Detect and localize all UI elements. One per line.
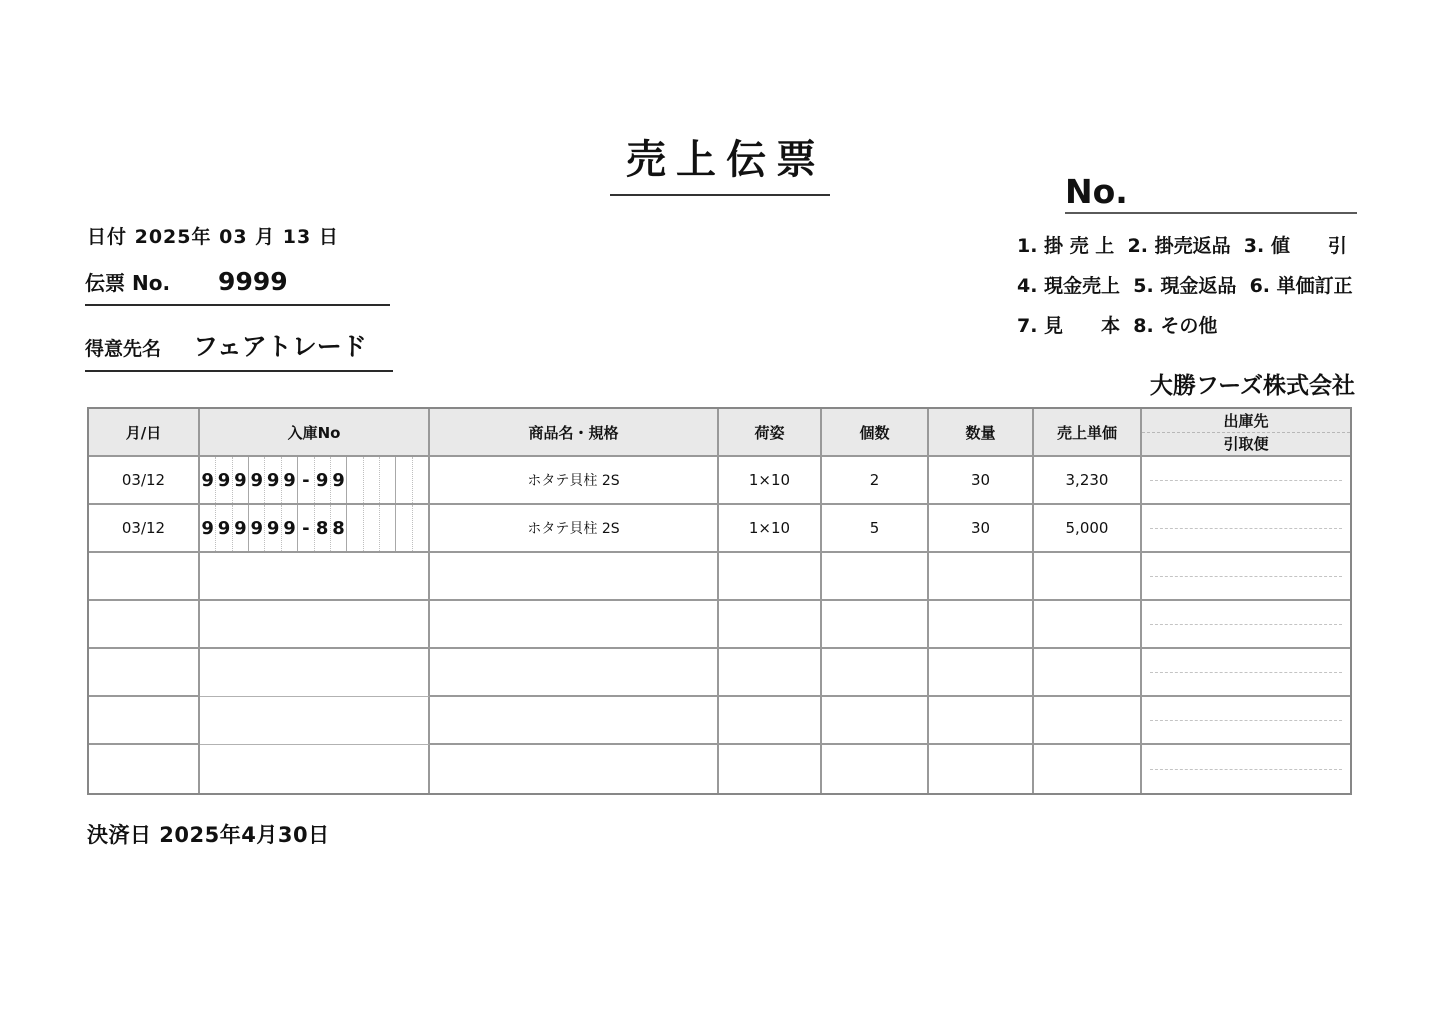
storage-no-slot: 9	[216, 457, 232, 503]
storage-no-slot: 9	[233, 505, 249, 551]
customer-field	[85, 327, 393, 372]
storage-no-field	[200, 745, 430, 793]
cell-pieces	[822, 697, 929, 745]
storage-no-slot	[413, 505, 428, 551]
storage-no-field	[200, 649, 430, 697]
cell-destination	[1142, 601, 1350, 649]
cell-product: ホタテ貝柱 2S	[430, 457, 719, 505]
table-row	[89, 457, 1350, 505]
storage-no-slot: 8	[331, 505, 347, 551]
cell-unit-price	[1034, 745, 1142, 793]
destination-dashed-line	[1150, 480, 1342, 481]
cell-packing	[719, 697, 822, 745]
cell-packing	[719, 553, 822, 601]
cell-product	[430, 649, 719, 697]
header-cell-4: 個数	[822, 409, 929, 457]
cell-unit-price: 3,230	[1034, 457, 1142, 505]
storage-no-comb	[200, 457, 428, 503]
storage-no-slot: 9	[315, 457, 331, 503]
storage-no-slot: 9	[331, 457, 347, 503]
storage-no-comb	[200, 505, 428, 551]
cell-destination	[1142, 505, 1350, 553]
date-line: 日付 2025年 03 月 13 日	[87, 226, 339, 248]
storage-no-field	[200, 457, 430, 505]
cell-product	[430, 697, 719, 745]
destination-dashed-line	[1150, 528, 1342, 529]
storage-no-field	[200, 553, 430, 601]
cell-unit-price	[1034, 553, 1142, 601]
customer-label: 得意先名	[85, 338, 162, 360]
settlement-date: 決済日 2025年4月30日	[87, 823, 330, 847]
table-row	[89, 649, 1350, 697]
header-cell-5: 数量	[929, 409, 1034, 457]
cell-quantity	[929, 601, 1034, 649]
storage-no-slot	[380, 505, 396, 551]
cell-destination	[1142, 745, 1350, 793]
company-name: 大勝フーズ株式会社	[1149, 373, 1355, 399]
table-row	[89, 745, 1350, 793]
destination-dashed-line	[1150, 720, 1342, 721]
table-header-row	[89, 409, 1350, 457]
table-row	[89, 601, 1350, 649]
cell-quantity	[929, 649, 1034, 697]
storage-no-slot: 9	[200, 457, 216, 503]
storage-no-slot	[380, 457, 396, 503]
cell-pieces: 5	[822, 505, 929, 553]
storage-no-slot	[364, 505, 380, 551]
destination-dashed-line	[1150, 624, 1342, 625]
table-row	[89, 505, 1350, 553]
header-cell-3: 荷姿	[719, 409, 822, 457]
cell-date	[89, 649, 200, 697]
transaction-code-list	[1017, 234, 1362, 354]
cell-product	[430, 553, 719, 601]
cell-unit-price	[1034, 649, 1142, 697]
destination-dashed-line	[1150, 769, 1342, 770]
cell-quantity	[929, 745, 1034, 793]
no-field	[1065, 172, 1357, 214]
transaction-code-line-2: 4. 現金売上 5. 現金返品 6. 単価訂正	[1017, 275, 1353, 297]
slip-number-field	[85, 267, 390, 306]
header-cell-1: 入庫No	[200, 409, 430, 457]
storage-no-slot	[396, 505, 412, 551]
cell-unit-price	[1034, 601, 1142, 649]
storage-no-slot: 9	[233, 457, 249, 503]
storage-no-slot	[364, 457, 380, 503]
customer-name-value: フェアトレード	[193, 332, 367, 361]
destination-dashed-line	[1150, 672, 1342, 673]
cell-product	[430, 601, 719, 649]
storage-no-slot: 9	[282, 505, 298, 551]
table-row	[89, 697, 1350, 745]
cell-packing	[719, 649, 822, 697]
page-title: 売上伝票	[610, 128, 830, 196]
cell-date: 03/12	[89, 505, 200, 553]
cell-destination	[1142, 697, 1350, 745]
storage-no-slot	[413, 457, 428, 503]
cell-date	[89, 553, 200, 601]
cell-unit-price: 5,000	[1034, 505, 1142, 553]
header-destination-top: 出庫先	[1142, 409, 1350, 433]
cell-date: 03/12	[89, 457, 200, 505]
header-cell-6: 売上単価	[1034, 409, 1142, 457]
storage-no-slot: 9	[216, 505, 232, 551]
header-cell-0: 月/日	[89, 409, 200, 457]
sales-table	[87, 407, 1352, 795]
storage-no-slot: 8	[315, 505, 331, 551]
storage-no-slot: 9	[265, 457, 281, 503]
storage-no-slot: 9	[282, 457, 298, 503]
cell-packing	[719, 745, 822, 793]
header-cell-destination	[1142, 409, 1350, 457]
cell-pieces	[822, 601, 929, 649]
cell-quantity: 30	[929, 457, 1034, 505]
storage-no-slot: -	[298, 457, 314, 503]
slip-number-value: 9999	[218, 267, 288, 296]
cell-date	[89, 745, 200, 793]
cell-product: ホタテ貝柱 2S	[430, 505, 719, 553]
cell-pieces	[822, 649, 929, 697]
storage-no-slot: 9	[249, 457, 265, 503]
cell-packing: 1×10	[719, 505, 822, 553]
storage-no-field	[200, 505, 430, 553]
storage-no-slot	[396, 457, 412, 503]
cell-quantity: 30	[929, 505, 1034, 553]
cell-packing: 1×10	[719, 457, 822, 505]
storage-no-slot: -	[298, 505, 314, 551]
cell-unit-price	[1034, 697, 1142, 745]
cell-date	[89, 601, 200, 649]
cell-pieces	[822, 745, 929, 793]
cell-destination	[1142, 553, 1350, 601]
destination-dashed-line	[1150, 576, 1342, 577]
cell-pieces: 2	[822, 457, 929, 505]
cell-packing	[719, 601, 822, 649]
slip-number-label: 伝票 No.	[85, 271, 171, 295]
storage-no-slot	[347, 457, 363, 503]
storage-no-slot	[347, 505, 363, 551]
cell-destination	[1142, 649, 1350, 697]
cell-destination	[1142, 457, 1350, 505]
no-label: No.	[1065, 172, 1128, 211]
header-cell-2: 商品名・規格	[430, 409, 719, 457]
storage-no-field	[200, 601, 430, 649]
storage-no-slot: 9	[265, 505, 281, 551]
cell-pieces	[822, 553, 929, 601]
transaction-code-line-3: 7. 見 本 8. その他	[1017, 315, 1218, 337]
cell-product	[430, 745, 719, 793]
table-row	[89, 553, 1350, 601]
storage-no-field	[200, 697, 430, 745]
header-destination-bottom: 引取便	[1223, 435, 1269, 454]
cell-quantity	[929, 697, 1034, 745]
storage-no-slot: 9	[200, 505, 216, 551]
cell-quantity	[929, 553, 1034, 601]
transaction-code-line-1: 1. 掛 売 上 2. 掛売返品 3. 値 引	[1017, 235, 1347, 257]
cell-date	[89, 697, 200, 745]
storage-no-slot: 9	[249, 505, 265, 551]
